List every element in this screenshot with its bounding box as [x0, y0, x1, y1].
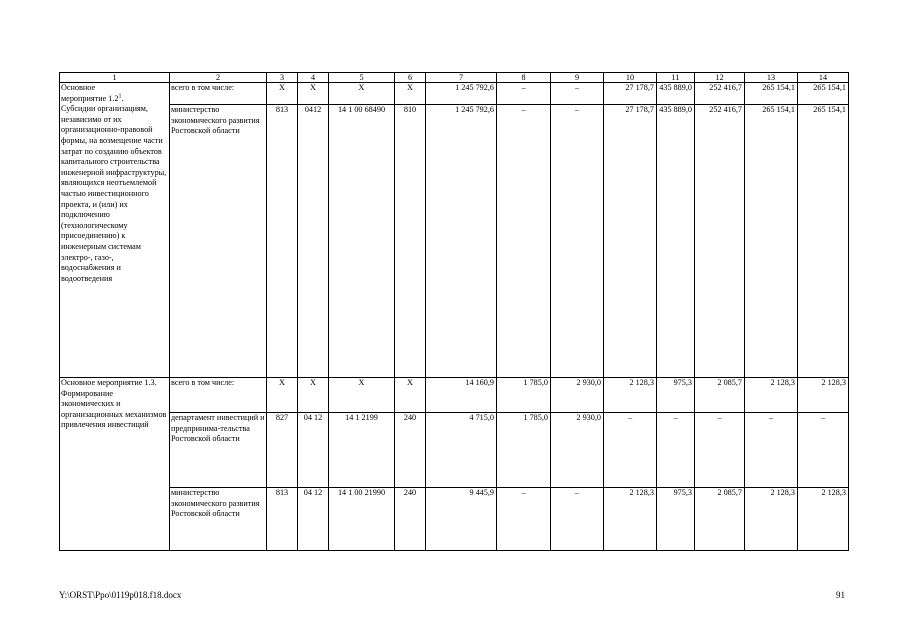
activity-name-cell: Основное мероприятие 1.3. Формирование экономических и организационных механизмов привлечения инвестиций	[60, 378, 170, 551]
table-cell: –	[497, 488, 551, 551]
table-row	[60, 488, 849, 551]
table-cell: –	[551, 488, 604, 551]
col-header: 2	[170, 73, 267, 83]
table-cell: 827	[267, 413, 298, 488]
table-row	[60, 413, 849, 488]
table-cell: 435 889,0	[657, 83, 695, 105]
table-cell: 240	[395, 488, 426, 551]
table-cell: 14 160,9	[426, 378, 497, 413]
table-cell: 2 930,0	[551, 413, 604, 488]
table-cell: 2 128,3	[798, 488, 849, 551]
table-cell: 265 154,1	[745, 105, 798, 378]
table-cell: –	[497, 105, 551, 378]
activity-name-line: мероприятие 1.2	[61, 93, 119, 103]
table-cell: 2 128,3	[798, 378, 849, 413]
table-cell: –	[695, 413, 745, 488]
table-cell: Х	[329, 83, 395, 105]
executor-cell: министерство экономического развития Ростовской области	[170, 488, 267, 551]
table-cell: 04 12	[298, 488, 329, 551]
table-cell: 14 1 00 68490	[329, 105, 395, 378]
col-header: 3	[267, 73, 298, 83]
col-header: 4	[298, 73, 329, 83]
table-cell: Х	[298, 378, 329, 413]
table-cell: –	[497, 83, 551, 105]
table-cell: 2 128,3	[745, 488, 798, 551]
activity-description: Субсидии организациям, независимо от их организационно-правовой формы, на возмещение части затрат по созданию объектов капитального строительства инженерной инфраструктуры, являющихся неотъемлемой частью инвестиционного проекта, и (или) их подключению (технологическому присоединению) к инженерным системам электро-, газо-, водоснабжения и водоотведения	[61, 104, 167, 283]
footnote-mark: 1	[118, 92, 122, 99]
col-header: 6	[395, 73, 426, 83]
table-cell: –	[745, 413, 798, 488]
table-cell: Х	[395, 378, 426, 413]
table-cell: 14 1 2199	[329, 413, 395, 488]
table-row	[60, 378, 849, 413]
col-header: 8	[497, 73, 551, 83]
table-cell: –	[551, 83, 604, 105]
table-cell: 2 128,3	[745, 378, 798, 413]
table-cell: 2 085,7	[695, 378, 745, 413]
table-cell: 2 128,3	[604, 378, 657, 413]
table-cell: Х	[267, 83, 298, 105]
table-cell: 9 445,9	[426, 488, 497, 551]
executor-cell: департамент инвестиций и предпринима-тельства Ростовской области	[170, 413, 267, 488]
table-cell: 4 715,0	[426, 413, 497, 488]
table-cell: 240	[395, 413, 426, 488]
col-header: 7	[426, 73, 497, 83]
table-cell: 27 178,7	[604, 105, 657, 378]
table-cell: 813	[267, 105, 298, 378]
table-cell: Х	[329, 378, 395, 413]
table-cell: 1 245 792,6	[426, 105, 497, 378]
table-cell: 0412	[298, 105, 329, 378]
executor-cell: всего в том числе:	[170, 378, 267, 413]
table-cell: Х	[267, 378, 298, 413]
table-cell: –	[551, 105, 604, 378]
table-cell: 265 154,1	[745, 83, 798, 105]
table-cell: 810	[395, 105, 426, 378]
col-header: 5	[329, 73, 395, 83]
table-cell: –	[798, 413, 849, 488]
table-cell: 265 154,1	[798, 83, 849, 105]
table-cell: 04 12	[298, 413, 329, 488]
col-header: 1	[60, 73, 170, 83]
budget-table	[59, 72, 849, 551]
table-cell: 1 785,0	[497, 413, 551, 488]
header-row	[60, 73, 849, 83]
table-cell: 813	[267, 488, 298, 551]
col-header: 12	[695, 73, 745, 83]
col-header: 10	[604, 73, 657, 83]
document-file-path: Y:\ORST\Ppo\0119p018.f18.docx	[59, 590, 182, 600]
table-cell: Х	[395, 83, 426, 105]
table-cell: –	[657, 413, 695, 488]
table-cell: 14 1 00 21990	[329, 488, 395, 551]
executor-cell: всего в том числе:	[170, 83, 267, 105]
table-cell: 1 785,0	[497, 378, 551, 413]
activity-name-line: Основное	[61, 83, 96, 92]
table-cell: Х	[298, 83, 329, 105]
table-cell: 27 178,7	[604, 83, 657, 105]
table-cell: 975,3	[657, 378, 695, 413]
executor-cell: министерство экономического развития Ростовской области	[170, 105, 267, 378]
table-cell: 252 416,7	[695, 83, 745, 105]
table-row	[60, 105, 849, 378]
col-header: 9	[551, 73, 604, 83]
activity-name-cell	[60, 83, 170, 378]
table-cell: 252 416,7	[695, 105, 745, 378]
col-header: 11	[657, 73, 695, 83]
activity-name-suffix: .	[121, 93, 124, 103]
table-cell: 1 245 792,6	[426, 83, 497, 105]
table-cell: 2 128,3	[604, 488, 657, 551]
table-cell: –	[604, 413, 657, 488]
table-cell: 435 889,0	[657, 105, 695, 378]
table-cell: 975,3	[657, 488, 695, 551]
page-number: 91	[836, 590, 845, 600]
table-cell: 265 154,1	[798, 105, 849, 378]
table-cell: 2 085,7	[695, 488, 745, 551]
table-row	[60, 83, 849, 105]
col-header: 13	[745, 73, 798, 83]
col-header: 14	[798, 73, 849, 83]
table-cell: 2 930,0	[551, 378, 604, 413]
